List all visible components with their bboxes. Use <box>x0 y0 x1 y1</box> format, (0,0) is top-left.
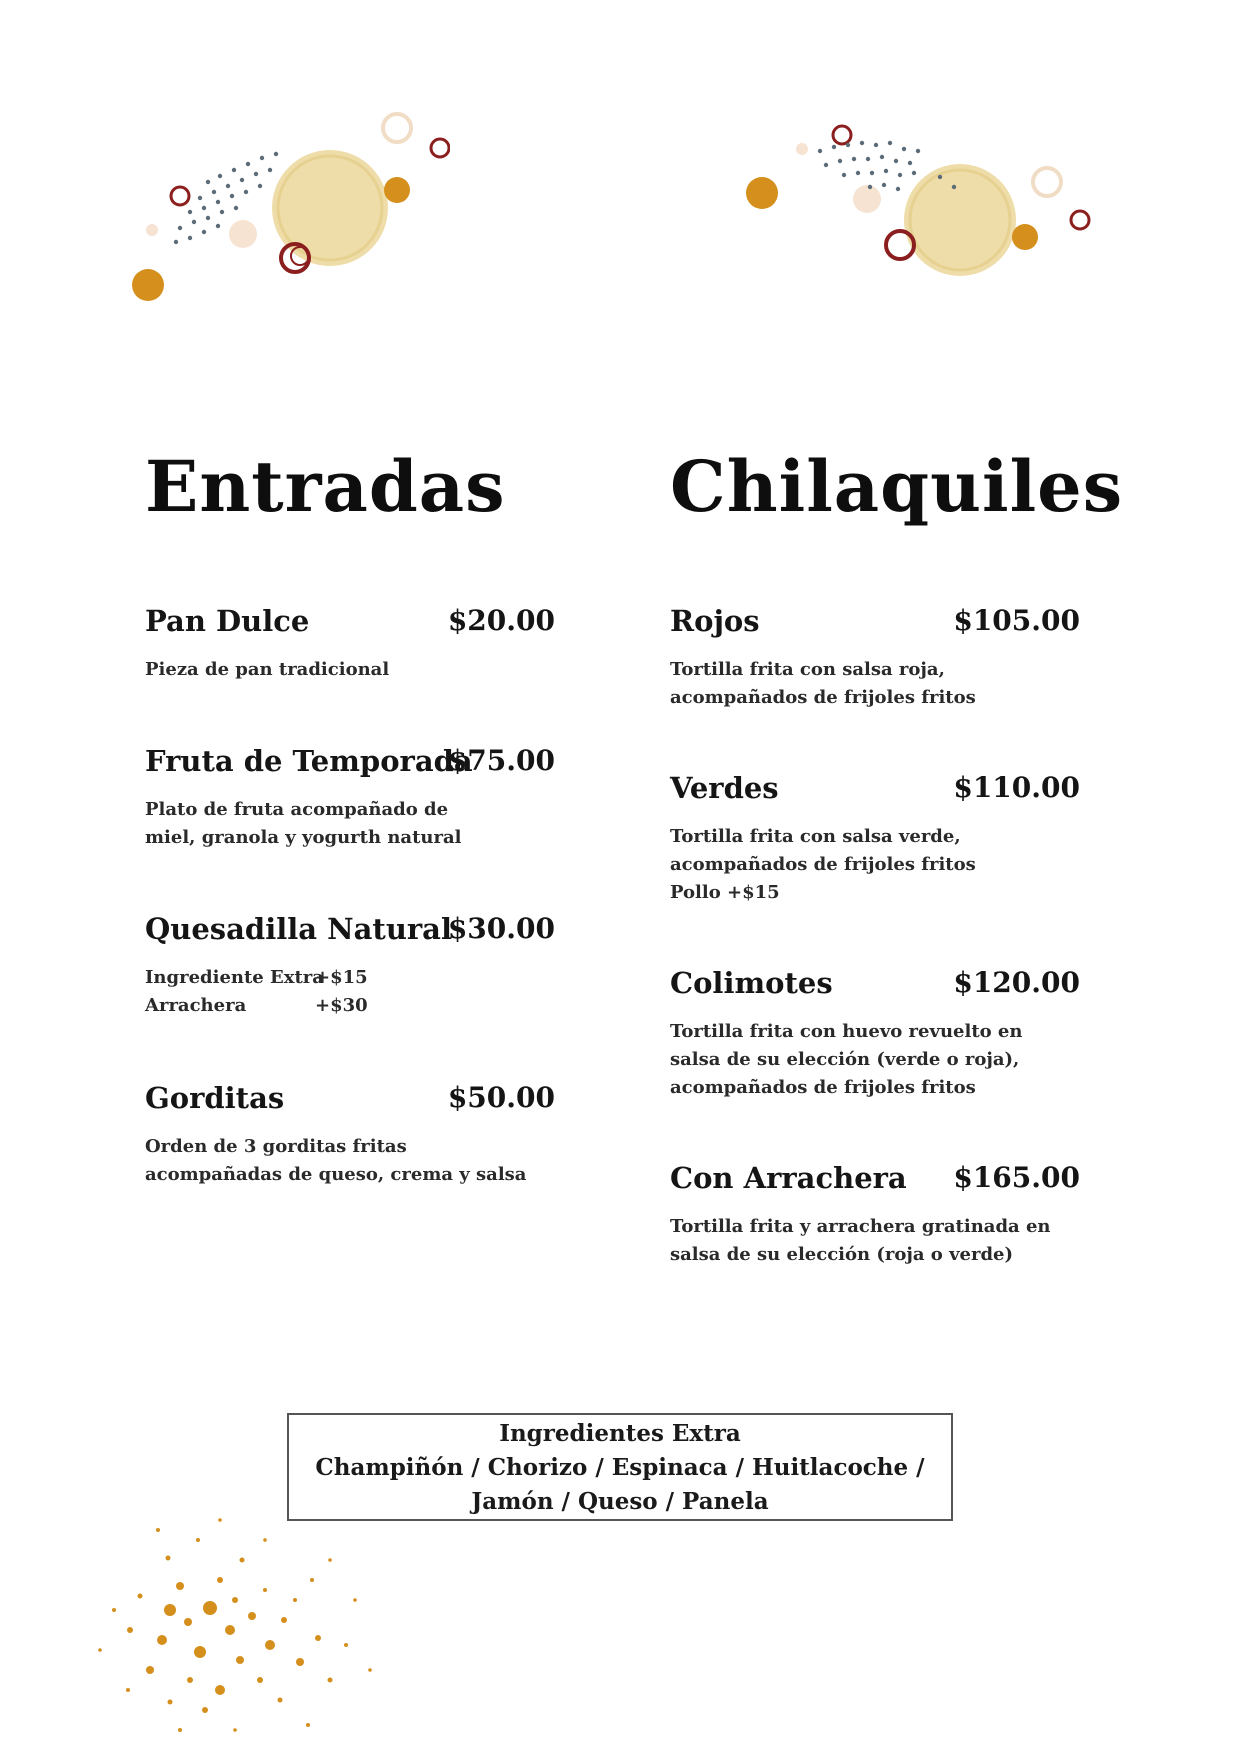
menu-item-colimotes <box>670 966 1080 1106</box>
menu-item-rojos <box>670 604 1080 714</box>
extras-line-2: Jamón / Queso / Panela <box>471 1488 769 1515</box>
item-name: Con Arrachera <box>670 1161 907 1195</box>
menu-item-gorditas <box>145 1081 555 1191</box>
menu-item-verdes <box>670 771 1080 911</box>
extras-line-1: Champiñón / Chorizo / Espinaca / Huitlacoche / <box>315 1454 925 1481</box>
item-price: $30.00 <box>447 912 555 945</box>
item-description: Tortilla frita y arrachera gratinada en salsa de su elección (roja o verde) <box>670 1216 1051 1265</box>
item-extras: Ingrediente Extra+$15 Arrachera +$30 <box>145 967 368 1016</box>
section-title-entradas: Entradas <box>145 445 506 528</box>
item-price: $20.00 <box>447 604 555 637</box>
item-name: Fruta de Temporada <box>145 744 473 778</box>
item-price: $50.00 <box>447 1081 555 1114</box>
item-description: Tortilla frita con salsa roja, acompañados de frijoles fritos <box>670 659 976 708</box>
item-price: $120.00 <box>953 966 1080 999</box>
menu-item-fruta-de-temporada <box>145 744 555 854</box>
item-price: $105.00 <box>953 604 1080 637</box>
menu-item-con-arrachera <box>670 1161 1080 1271</box>
item-name: Rojos <box>670 604 760 638</box>
item-price: $110.00 <box>953 771 1080 804</box>
decorative-circles-right <box>740 115 1100 295</box>
item-name: Pan Dulce <box>145 604 310 638</box>
item-description: Orden de 3 gorditas fritas acompañadas de queso, crema y salsa <box>145 1136 527 1185</box>
item-name: Gorditas <box>145 1081 285 1115</box>
menu-item-quesadilla-natural <box>145 912 555 1022</box>
item-description: Tortilla frita con huevo revuelto en salsa de su elección (verde o roja), acompañados de frijoles fritos <box>670 1021 1023 1098</box>
item-description: Pieza de pan tradicional <box>145 659 390 680</box>
item-price: $165.00 <box>953 1161 1080 1194</box>
item-description: Plato de fruta acompañado de miel, granola y yogurth natural <box>145 799 462 848</box>
extras-title: Ingredientes Extra <box>499 1420 741 1447</box>
item-description: Tortilla frita con salsa verde, acompañados de frijoles fritos Pollo +$15 <box>670 826 976 903</box>
paint-splatter <box>70 1440 430 1750</box>
section-title-chilaquiles: Chilaquiles <box>670 445 1124 528</box>
item-name: Colimotes <box>670 966 833 1000</box>
decorative-circles-left <box>120 100 450 310</box>
item-name: Quesadilla Natural <box>145 912 452 946</box>
menu-item-pan-dulce <box>145 604 555 684</box>
item-price: $75.00 <box>447 744 555 777</box>
item-name: Verdes <box>670 771 779 805</box>
